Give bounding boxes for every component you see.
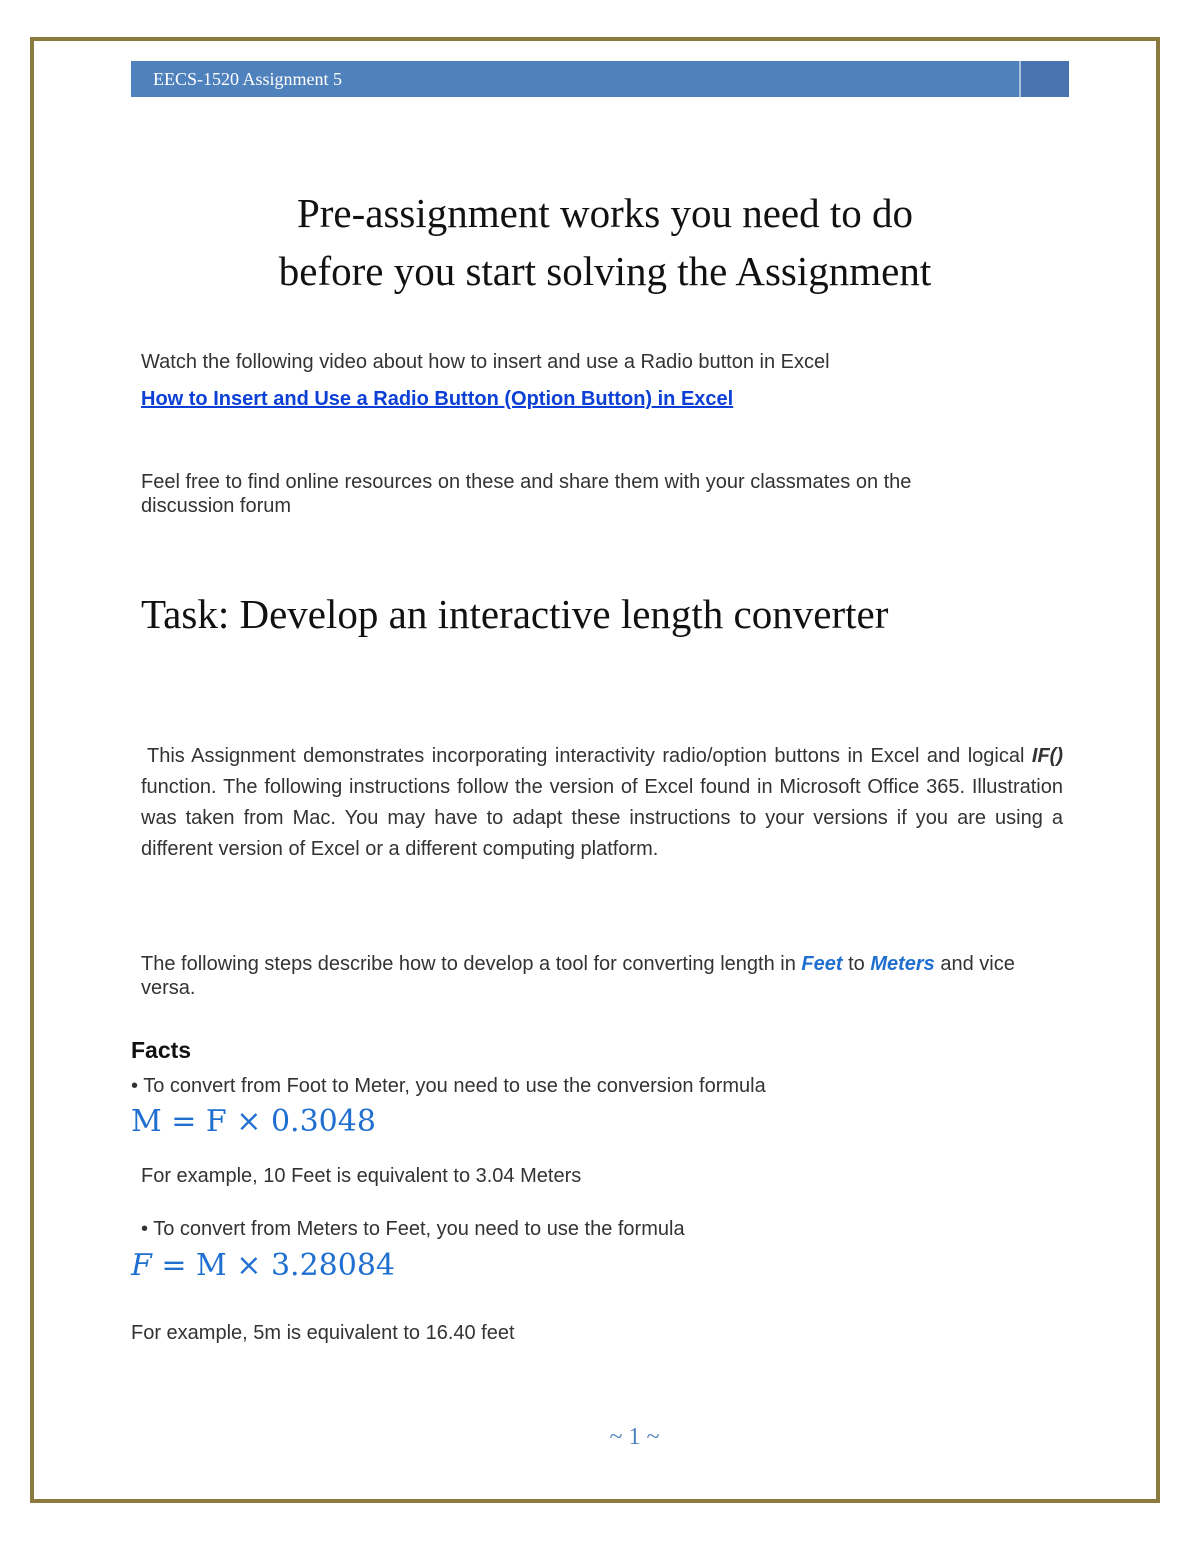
fact1-text: • To convert from Foot to Meter, you need to use the conversion formula [131,1075,766,1097]
header-accent [1019,61,1069,97]
fact2-formula [131,1248,395,1283]
video-link[interactable]: How to Insert and Use a Radio Button (Option Button) in Excel [141,388,734,410]
resources-note: Feel free to find online resources on these and share them with your classmates on the discussion forum [141,471,912,517]
facts-heading: Facts [131,1037,192,1063]
fact2-text: • To convert from Meters to Feet, you need to use the formula [141,1218,685,1240]
task-intro-paragraph [141,741,1063,865]
video-intro-text: Watch the following video about how to insert and use a Radio button in Excel [141,351,830,373]
task-intro-part2: function. The following instructions follow the version of Excel found in Microsoft Office 365. Illustration was taken from Mac. You may have to adapt these instructions to your versions if you are using a different version of Excel or a different computing platform. [141,776,1063,860]
fact2-formula-rest: = M × 3.28084 [151,1248,396,1283]
pre-assignment-title-line1: Pre-assignment works you need to do [296,190,914,236]
fact2-example: For example, 5m is equivalent to 16.40 feet [131,1322,515,1344]
page-number: ~ 1 ~ [609,1424,660,1450]
steps-intro-paragraph [141,952,1066,1000]
fact1-formula: M = F × 0.3048 [131,1104,376,1139]
steps-to: to [842,953,871,975]
if-function-label: IF() [1031,745,1063,767]
header-title: EECS-1520 Assignment 5 [153,69,343,89]
pre-assignment-title [131,184,1079,300]
task-intro-part1: This Assignment demonstrates incorporating interactivity radio/option buttons in Excel and logical [147,745,1032,767]
fact1-example: For example, 10 Feet is equivalent to 3.04 Meters [141,1165,582,1187]
pre-assignment-title-line2: before you start solving the Assignment [278,248,932,294]
header-bar [131,61,1069,97]
steps-part1: The following steps describe how to develop a tool for converting length in [141,953,802,975]
steps-meters: Meters [870,953,935,975]
task-title: Task: Develop an interactive length converter [141,591,889,637]
steps-feet: Feet [801,953,843,975]
steps-part2: and vice versa. [141,953,1015,999]
fact2-formula-variable: F [131,1248,152,1283]
